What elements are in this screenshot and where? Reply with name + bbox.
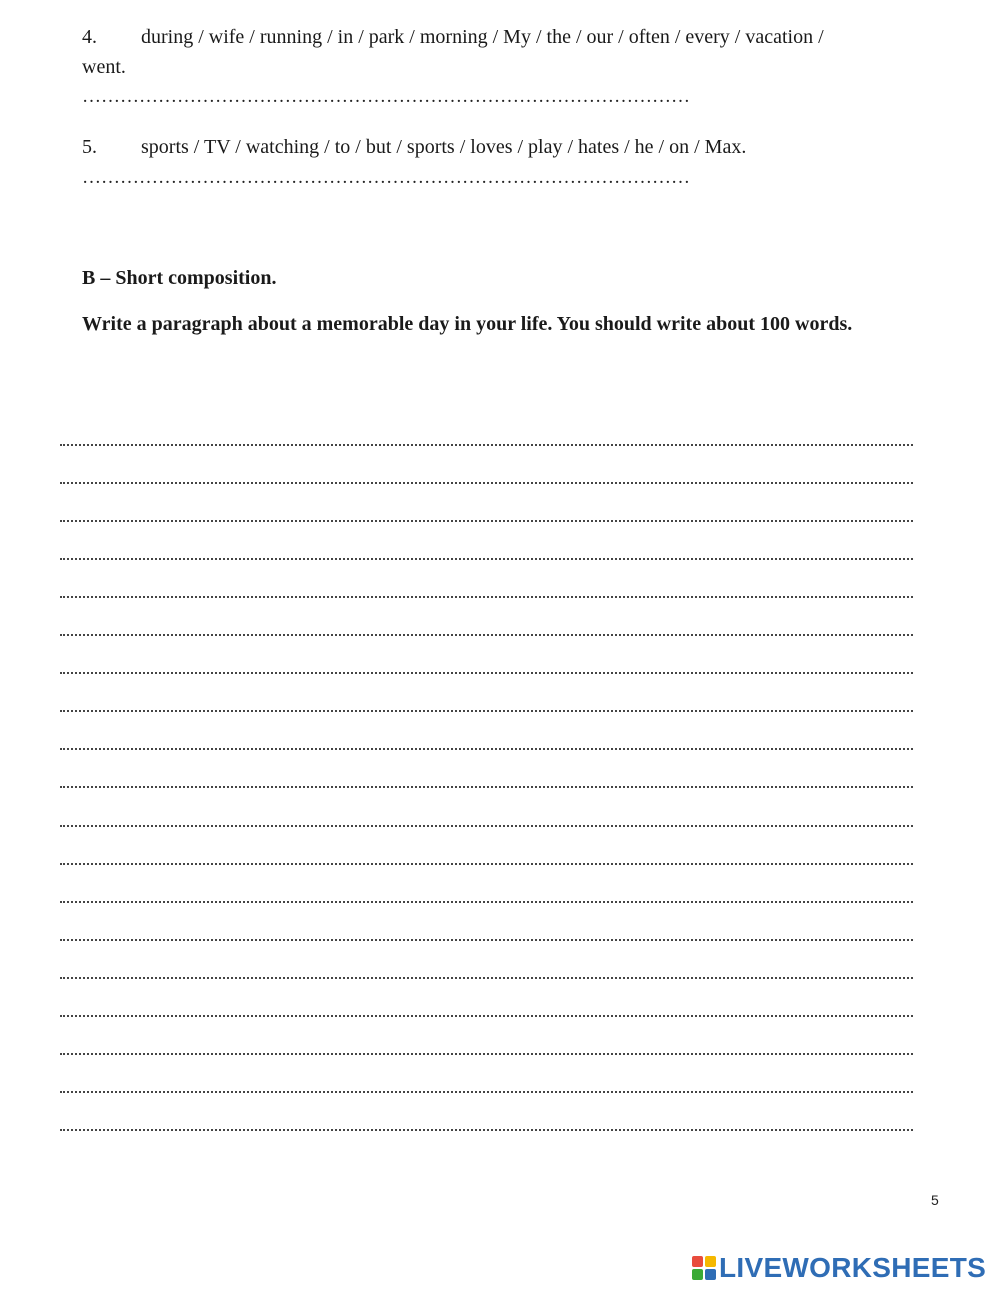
question-5-answer-line[interactable]: ……………………………………………………………………………………	[82, 167, 690, 188]
section-b-instruction: Write a paragraph about a memorable day in your life. You should write about 100 words.	[82, 313, 853, 335]
composition-line[interactable]	[60, 598, 913, 636]
composition-line[interactable]	[60, 788, 913, 826]
composition-line[interactable]	[60, 712, 913, 750]
composition-line[interactable]	[60, 522, 913, 560]
liveworksheets-logo	[692, 1252, 986, 1284]
section-b-title: B – Short composition.	[82, 267, 277, 289]
liveworksheets-logo-text: LIVEWORKSHEETS	[719, 1252, 987, 1283]
composition-line[interactable]	[60, 1055, 913, 1093]
composition-writing-area[interactable]	[60, 408, 913, 1131]
composition-line[interactable]	[60, 1017, 913, 1055]
composition-line[interactable]	[60, 941, 913, 979]
composition-line[interactable]	[60, 827, 913, 865]
composition-line[interactable]	[60, 636, 913, 674]
liveworksheets-logo-icon	[692, 1256, 716, 1280]
composition-line[interactable]	[60, 560, 913, 598]
question-4-prompt: during / wife / running / in / park / morning / My / the / our / often / every / vacation /	[141, 26, 824, 48]
composition-line[interactable]	[60, 865, 913, 903]
question-5-number: 5.	[82, 136, 97, 158]
question-5-prompt: sports / TV / watching / to / but / sports / loves / play / hates / he / on / Max.	[141, 136, 747, 158]
composition-line[interactable]	[60, 408, 913, 446]
question-4-number: 4.	[82, 26, 97, 48]
composition-line[interactable]	[60, 446, 913, 484]
question-4-answer-line[interactable]: ……………………………………………………………………………………	[82, 86, 690, 107]
composition-line[interactable]	[60, 903, 913, 941]
composition-line[interactable]	[60, 750, 913, 788]
question-4-prompt-continued: went.	[82, 56, 126, 78]
page-number: 5	[931, 1192, 939, 1208]
composition-line[interactable]	[60, 1093, 913, 1131]
composition-line[interactable]	[60, 484, 913, 522]
composition-line[interactable]	[60, 979, 913, 1017]
composition-line[interactable]	[60, 674, 913, 712]
